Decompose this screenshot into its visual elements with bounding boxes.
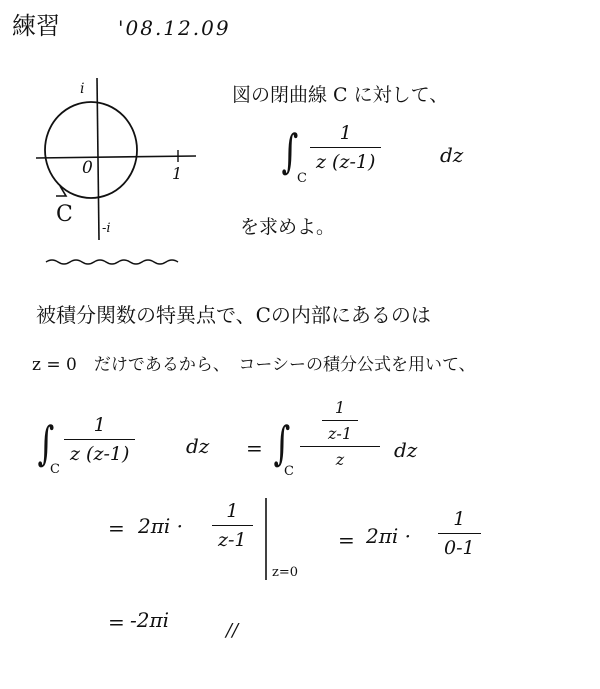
contour-arrow-icon (56, 186, 66, 196)
eq1-lhs-numerator: 1 (93, 414, 106, 436)
eq2-numerator-2: 1 (453, 508, 466, 530)
problem-integral-sub: C (297, 171, 307, 186)
eq3-equals: = (108, 610, 125, 634)
fraction-bar (300, 446, 380, 447)
eq2-prefix: 2πi · (138, 514, 183, 538)
eq1-rhs-inner-denominator: z-1 (327, 424, 352, 443)
solution-line-2: z = 0 だけであるから、 コーシーの積分公式を用いて、 (32, 355, 476, 375)
eq1-equals: = (246, 436, 263, 460)
eq2-equals: = (108, 516, 125, 540)
problem-denominator: z (z-1) (316, 151, 376, 173)
eq1-rhs-denominator: z (335, 450, 345, 469)
problem-line-2: を求めよ。 (240, 216, 336, 238)
eq1-rhs-integral-sign: ∫ (273, 416, 291, 470)
fraction-bar (212, 525, 253, 526)
page-date: '08.12.09 (118, 16, 231, 40)
eq1-lhs-fraction (64, 414, 135, 465)
label-origin: 0 (82, 158, 93, 178)
eq2-fraction-2 (438, 508, 481, 559)
eq1-rhs-dz: dz (394, 438, 418, 462)
eq2-denominator: z-1 (218, 529, 247, 551)
real-axis (36, 156, 196, 158)
problem-numerator: 1 (339, 122, 352, 144)
eq2-equals-2: = (338, 528, 355, 552)
end-mark: // (226, 620, 239, 641)
eq2-prefix-2: 2πi · (366, 524, 411, 548)
solution-line-1: 被積分関数の特異点で、Cの内部にあるのは (36, 303, 431, 327)
problem-integral-sign: ∫ (281, 124, 299, 178)
eq1-rhs-inner-numerator: 1 (334, 398, 346, 417)
label-i: i (80, 81, 85, 97)
eq1-rhs-fraction (300, 398, 380, 469)
eq1-lhs-dz: dz (186, 434, 210, 458)
eq2-denominator-2: 0-1 (444, 537, 475, 559)
eq2-fraction (212, 500, 253, 551)
problem-fraction (310, 122, 381, 173)
label-neg-i: -i (102, 221, 111, 236)
problem-dz: dz (440, 143, 464, 167)
wavy-separator (46, 260, 178, 264)
fraction-bar (64, 439, 135, 440)
eq1-rhs-integral-sub: C (284, 464, 294, 479)
fraction-bar (322, 420, 358, 421)
label-curve-c: C (56, 202, 73, 227)
fraction-bar (438, 533, 481, 534)
problem-line-1: 図の閉曲線 C に対して、 (232, 84, 449, 106)
closed-curve-c (45, 102, 137, 198)
eq1-integral-sign: ∫ (37, 416, 55, 470)
eq2-evaluation-point: z=0 (272, 565, 299, 580)
eq3-result: -2πi (130, 608, 170, 632)
eq1-rhs-inner-fraction (316, 398, 364, 443)
page-title: 練習 (12, 12, 60, 40)
eq2-numerator: 1 (226, 500, 239, 522)
eq1-integral-sub: C (50, 462, 60, 477)
fraction-bar (310, 147, 381, 148)
eq1-lhs-denominator: z (z-1) (70, 443, 130, 465)
label-one: 1 (172, 164, 183, 183)
